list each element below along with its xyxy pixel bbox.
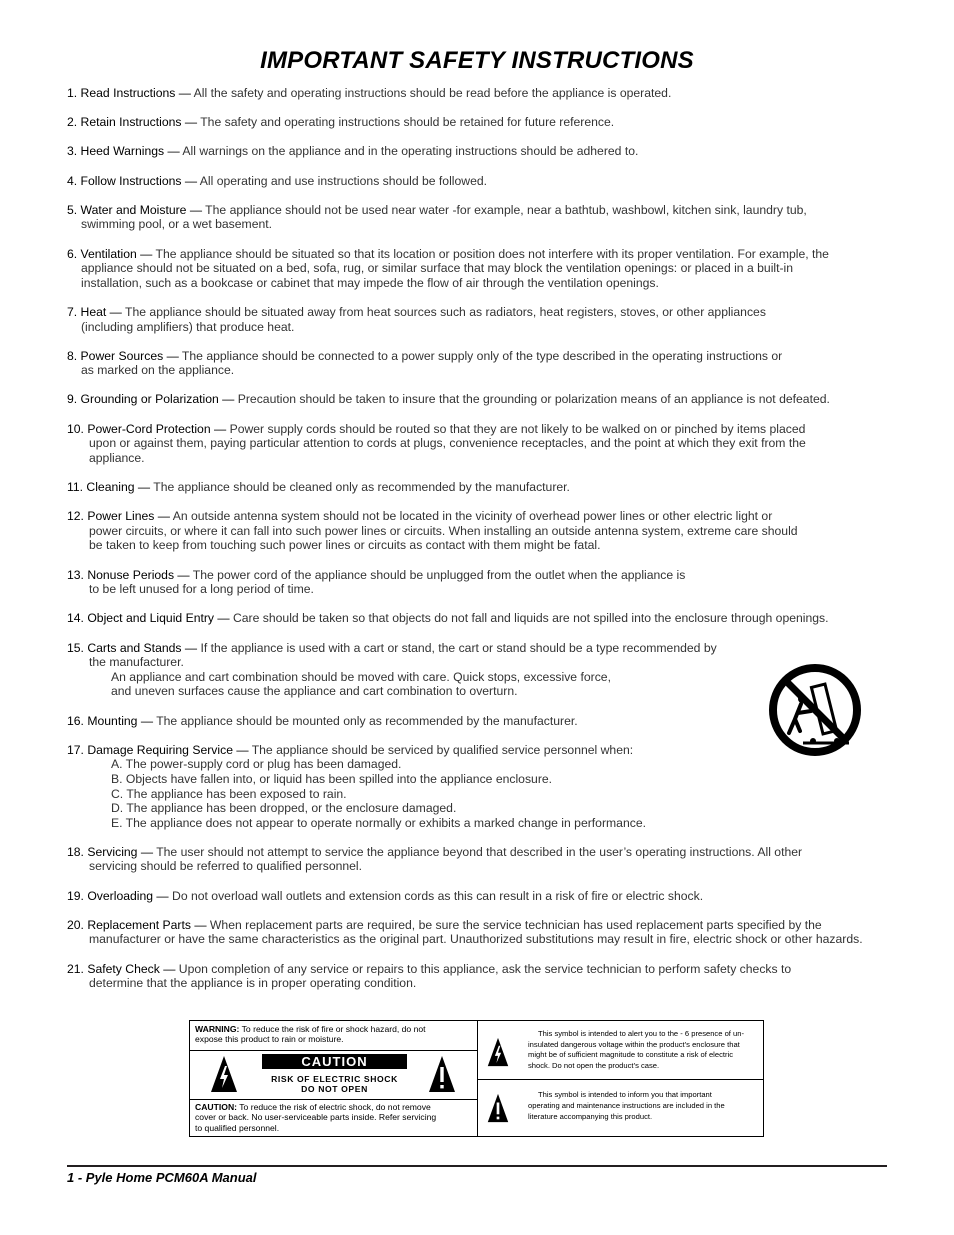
instruction-item [67, 889, 897, 904]
instruction-subitem: An appliance and cart combination should be moved with care. Quick stops, excessive force, [111, 669, 611, 684]
instruction-label: 4. Follow Instructions — [67, 173, 198, 188]
instruction-label: 5. Water and Moisture — [67, 202, 203, 217]
risk-text: RISK OF ELECTRIC SHOCK DO NOT OPEN [271, 1074, 398, 1094]
instruction-label: 6. Ventilation — [67, 246, 153, 261]
instruction-text: appliance. [89, 450, 145, 465]
instruction-text: When replacement parts are required, be sure the service technician has used replacement parts specified by the [206, 917, 822, 932]
instruction-label: 2. Retain Instructions — [67, 115, 198, 130]
instruction-label: 12. Power Lines — [67, 509, 170, 524]
instruction-text: All warnings on the appliance and in the operating instructions should be adhered to. [179, 144, 639, 159]
instruction-item [67, 247, 897, 291]
exclamation-symbol-description [528, 1089, 764, 1122]
instruction-label: 14. Object and Liquid Entry — [67, 611, 230, 626]
symbol-description-line: This symbol is intended to inform you that important [538, 1090, 712, 1099]
instruction-subitem: B. Objects have fallen into, or liquid has been spilled into the appliance enclosure. [111, 771, 553, 786]
instruction-subitem: D. The appliance has been dropped, or the enclosure damaged. [111, 801, 457, 816]
instruction-label: 16. Mounting — [67, 713, 154, 728]
instruction-text: If the appliance is used with a cart or stand, the cart or stand should be a type recommended by [197, 640, 717, 655]
instruction-label: 13. Nonuse Periods — [67, 567, 190, 582]
instruction-label: 20. Replacement Parts — [67, 917, 207, 932]
instruction-text: The appliance should be connected to a power supply only of the type described in the operating instructions or [178, 348, 783, 363]
instruction-text: All the safety and operating instructions should be read before the appliance is operated. [190, 86, 672, 100]
instruction-label: 9. Grounding or Polarization — [67, 392, 235, 407]
caution-text: CAUTION: To reduce the risk of electric shock, do not remove cover or back. No user-serviceable parts inside. Refer servicing to qualified personnel. [195, 1102, 437, 1133]
no-cart-tipping-icon [767, 663, 863, 757]
instruction-text: installation, such as a bookcase or cabinet that may impede the flow of air through the ventilation openings. [81, 275, 659, 290]
instruction-text: as marked on the appliance. [81, 363, 235, 378]
instruction-text: The appliance should not be used near water -for example, near a bathtub, washbowl, kitchen sink, laundry tub, [202, 202, 807, 217]
instruction-item [67, 86, 897, 101]
instruction-text: upon or against them, paying particular attention to cords at plugs, convenience receptacles, and the point at which they exit from the [89, 436, 806, 451]
instruction-text: Precaution should be taken to insure that the grounding or polarization means of an appliance is not defeated. [234, 392, 830, 407]
instruction-item [67, 962, 897, 991]
instruction-label: 1. Read Instructions — [67, 86, 191, 100]
instruction-label: 7. Heat — [67, 304, 122, 319]
instruction-text: servicing should be referred to qualified personnel. [89, 859, 363, 874]
symbol-description-line: operating and maintenance instructions are included in the [528, 1101, 725, 1110]
instruction-label: 21. Safety Check — [67, 961, 176, 976]
lightning-triangle-icon [487, 1037, 509, 1067]
instruction-item [67, 144, 897, 159]
instruction-item [67, 174, 897, 189]
instruction-label: 3. Heed Warnings — [67, 144, 180, 159]
instruction-label: 11. Cleaning — [67, 480, 151, 495]
instruction-item [67, 568, 897, 597]
instruction-subitem: A. The power-supply cord or plug has been damaged. [111, 757, 402, 772]
instruction-text: All operating and use instructions should be followed. [197, 173, 488, 188]
instruction-item [67, 845, 897, 874]
instruction-item [67, 115, 897, 130]
instruction-text: The appliance should be mounted only as recommended by the manufacturer. [153, 713, 578, 728]
instruction-item [67, 422, 897, 466]
page-footer: 1 - Pyle Home PCM60A Manual [67, 1170, 257, 1185]
instruction-text: (including amplifiers) that produce heat. [81, 319, 295, 334]
instruction-label: 18. Servicing — [67, 844, 154, 859]
instruction-text: The appliance should be serviced by qualified service personnel when: [248, 742, 634, 757]
instruction-text: swimming pool, or a wet basement. [81, 217, 273, 232]
instruction-text: to be left unused for a long period of time. [89, 582, 314, 597]
lightning-triangle-icon [210, 1055, 238, 1093]
instruction-item [67, 349, 897, 378]
instruction-item [67, 509, 897, 553]
caution-banner: CAUTION [262, 1054, 407, 1069]
instruction-text: An outside antenna system should not be located in the vicinity of overhead power lines or other electric light or [169, 509, 773, 524]
page-title: IMPORTANT SAFETY INSTRUCTIONS [260, 47, 694, 74]
instruction-text: the manufacturer. [89, 655, 184, 670]
symbol-legend-panel [477, 1021, 763, 1136]
instruction-text: The user should not attempt to service the appliance beyond that described in the user’s operating instructions. All other [153, 844, 803, 859]
instruction-label: 15. Carts and Stands — [67, 640, 198, 655]
exclamation-triangle-icon [428, 1055, 456, 1093]
instruction-text: appliance should not be situated on a bed, sofa, rug, or similar surface that may block the ventilation openings: or placed in a built-in [81, 261, 794, 276]
instruction-item [67, 611, 897, 626]
instruction-text: Do not overload wall outlets and extension cords as this can result in a risk of fire or electric shock. [168, 888, 704, 903]
instruction-subitem: and uneven surfaces cause the appliance and cart combination to overturn. [111, 684, 518, 699]
instruction-label: 8. Power Sources — [67, 348, 179, 363]
instruction-item [67, 392, 897, 407]
symbol-description-line: shock. Do not open the product’s case. [528, 1060, 660, 1070]
instruction-text: The safety and operating instructions should be retained for future reference. [197, 115, 615, 130]
lightning-symbol-description [528, 1029, 764, 1071]
instruction-subitem: E. The appliance does not appear to operate normally or exhibits a marked change in performance. [111, 815, 646, 830]
exclamation-triangle-icon [487, 1093, 509, 1123]
symbol-description-line: This symbol is intended to alert you to the - 6 presence of un- [538, 1029, 744, 1038]
instruction-item [67, 918, 897, 947]
instruction-item [67, 203, 897, 232]
symbol-description-line: literature accompanying this product. [528, 1112, 653, 1121]
instruction-text: The appliance should be situated away from heat sources such as radiators, heat registers, stoves, or other appliances [121, 304, 766, 319]
instruction-text: manufacturer or have the same characteristics as the original part. Unauthorized substitutions may result in fire, electric shock or other hazards. [89, 932, 863, 947]
warning-text: WARNING: To reduce the risk of fire or shock hazard, do not expose this product to rain or moisture. [195, 1024, 426, 1045]
warning-box [189, 1020, 764, 1137]
symbol-description-line: might be of sufficient magnitude to constitute a risk of electric [528, 1050, 733, 1060]
instruction-text: Upon completion of any service or repairs to this appliance, ask the service technician to perform safety checks to [175, 961, 792, 976]
safety-instructions-list [67, 86, 897, 1005]
instruction-label: 19. Overloading — [67, 888, 169, 903]
instruction-label: 17. Damage Requiring Service — [67, 742, 249, 757]
instruction-text: The appliance should be situated so that its location or position does not interfere with its proper ventilation. For example, the [152, 246, 829, 261]
instruction-text: be taken to keep from touching such power lines or circuits as contact with them might be fatal. [89, 538, 601, 553]
instruction-text: Care should be taken so that objects do not fall and liquids are not spilled into the enclosure through openings. [229, 611, 829, 626]
symbol-description-line: insulated dangerous voltage within the product’s enclosure that [528, 1039, 740, 1049]
instruction-text: The power cord of the appliance should be unplugged from the outlet when the appliance is [189, 567, 686, 582]
instruction-item [67, 480, 897, 495]
instruction-subitem: C. The appliance has been exposed to rain. [111, 786, 347, 801]
instruction-text: power circuits, or where it can fall into such power lines or circuits. When installing an outside antenna system, extreme care should [89, 523, 798, 538]
warning-left-panel [190, 1021, 478, 1136]
instruction-text: Power supply cords should be routed so that they are not likely to be walked on or pinched by items placed [226, 421, 806, 436]
instruction-label: 10. Power-Cord Protection — [67, 421, 227, 436]
instruction-text: The appliance should be cleaned only as recommended by the manufacturer. [150, 480, 570, 495]
footer-rule [67, 1165, 887, 1167]
instruction-text: determine that the appliance is in proper operating condition. [89, 976, 417, 991]
instruction-item [67, 305, 897, 334]
